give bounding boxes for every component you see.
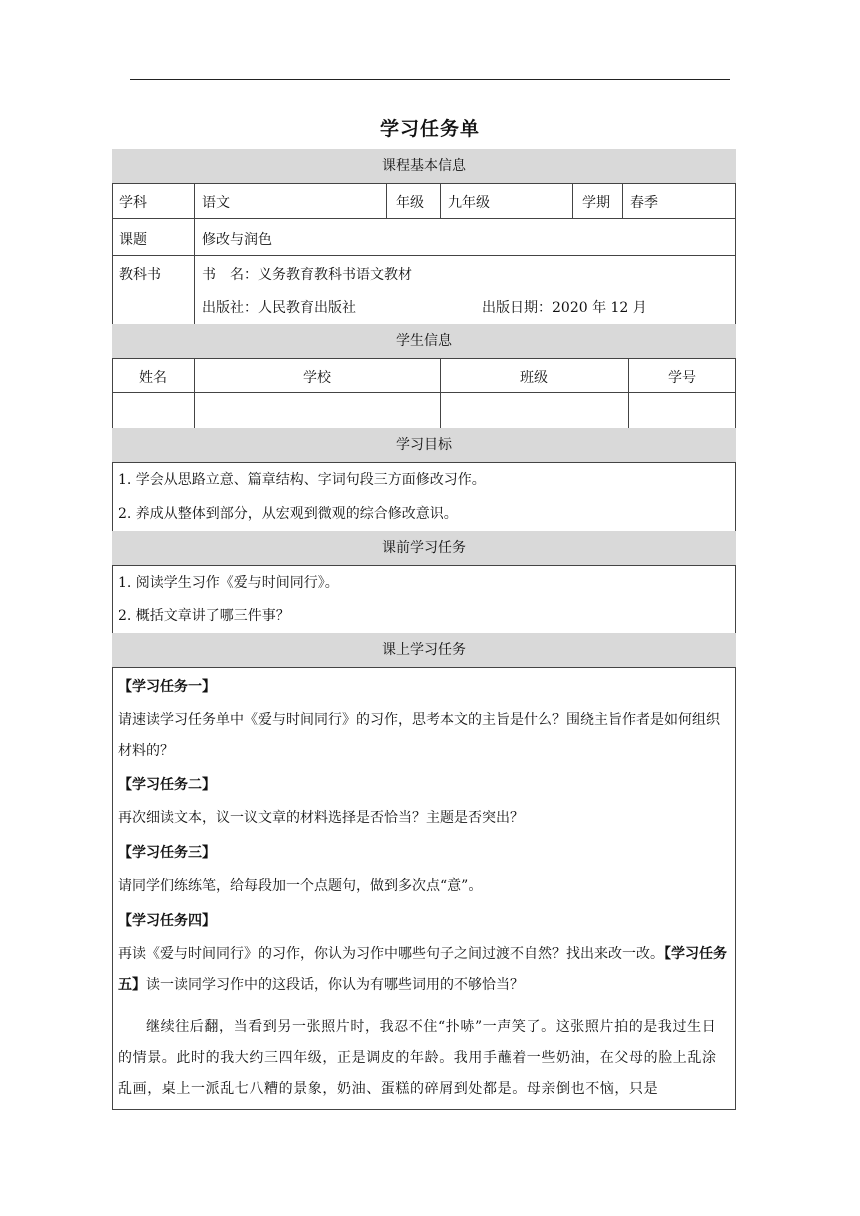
subject-label: 学科 <box>119 195 147 211</box>
task-4-text: 再读《爱与时间同行》的习作，你认为习作中哪些句子之间过渡不自然？找出来改一改。 <box>118 946 664 962</box>
task-1-text: 请速读学习任务单中《爱与时间同行》的习作，思考本文的主旨是什么？围绕主旨作者是如何组织材料的？ <box>118 712 720 759</box>
term-value: 春季 <box>630 195 658 211</box>
section-goals: 学习目标 <box>112 428 736 463</box>
task-2-title: 【学习任务二】 <box>118 777 216 793</box>
col-student-id: 学号 <box>668 370 696 386</box>
term-label: 学期 <box>582 195 610 211</box>
grade-value: 九年级 <box>448 195 490 211</box>
task-5-text: 读一读同学习作中的这段话，你认为有哪些词用的不够恰当？ <box>146 977 524 993</box>
task-5-title: 【学习任务五】 <box>118 946 727 993</box>
task-4-title: 【学习任务四】 <box>118 913 216 929</box>
goal-item: 2. 养成从整体到部分，从宏观到微观的综合修改意识。 <box>118 506 458 522</box>
col-school: 学校 <box>303 370 331 386</box>
goal-item: 1. 学会从思路立意、篇章结构、字词句段三方面修改习作。 <box>118 472 486 488</box>
textbook-publisher: 出版社：人民教育出版社 <box>202 300 356 316</box>
topic-value: 修改与润色 <box>202 232 272 248</box>
textbook-pub-date: 出版日期：2020 年 12 月 <box>482 300 647 316</box>
section-pre-class-tasks: 课前学习任务 <box>112 531 736 566</box>
col-name: 姓名 <box>139 370 167 386</box>
textbook-name: 书 名：义务教育教科书语文教材 <box>202 267 412 283</box>
page-title: 学习任务单 <box>379 118 480 140</box>
section-course-info: 课程基本信息 <box>112 149 736 184</box>
topic-label: 课题 <box>119 232 147 248</box>
textbook-label: 教科书 <box>119 267 161 283</box>
subject-value: 语文 <box>202 195 230 211</box>
grade-label: 年级 <box>396 195 424 211</box>
header-rule <box>130 79 730 80</box>
section-in-class-tasks: 课上学习任务 <box>112 633 736 668</box>
col-class: 班级 <box>520 370 548 386</box>
task-1-title: 【学习任务一】 <box>118 679 216 695</box>
task-3-title: 【学习任务三】 <box>118 845 216 861</box>
task-4-5-text <box>118 939 730 1001</box>
task-3-text: 请同学们练练笔，给每段加一个点题句，做到多次点“意”。 <box>118 878 483 894</box>
pre-task-item: 1. 阅读学生习作《爱与时间同行》。 <box>118 575 339 591</box>
pre-task-item: 2. 概括文章讲了哪三件事？ <box>118 608 290 624</box>
sample-passage: 继续往后翻，当看到另一张照片时，我忍不住“扑哧”一声笑了。这张照片拍的是我过生日的情景。此时的我大约三四年级，正是调皮的年龄。我用手蘸着一些奶油，在父母的脸上乱涂乱画，桌上一派乱七八糟的景象，奶油、蛋糕的碎屑到处都是。母亲倒也不恼，只是 <box>118 1019 717 1097</box>
section-student-info: 学生信息 <box>112 324 736 359</box>
task-2-text: 再次细读文本，议一议文章的材料选择是否恰当？主题是否突出？ <box>118 810 524 826</box>
